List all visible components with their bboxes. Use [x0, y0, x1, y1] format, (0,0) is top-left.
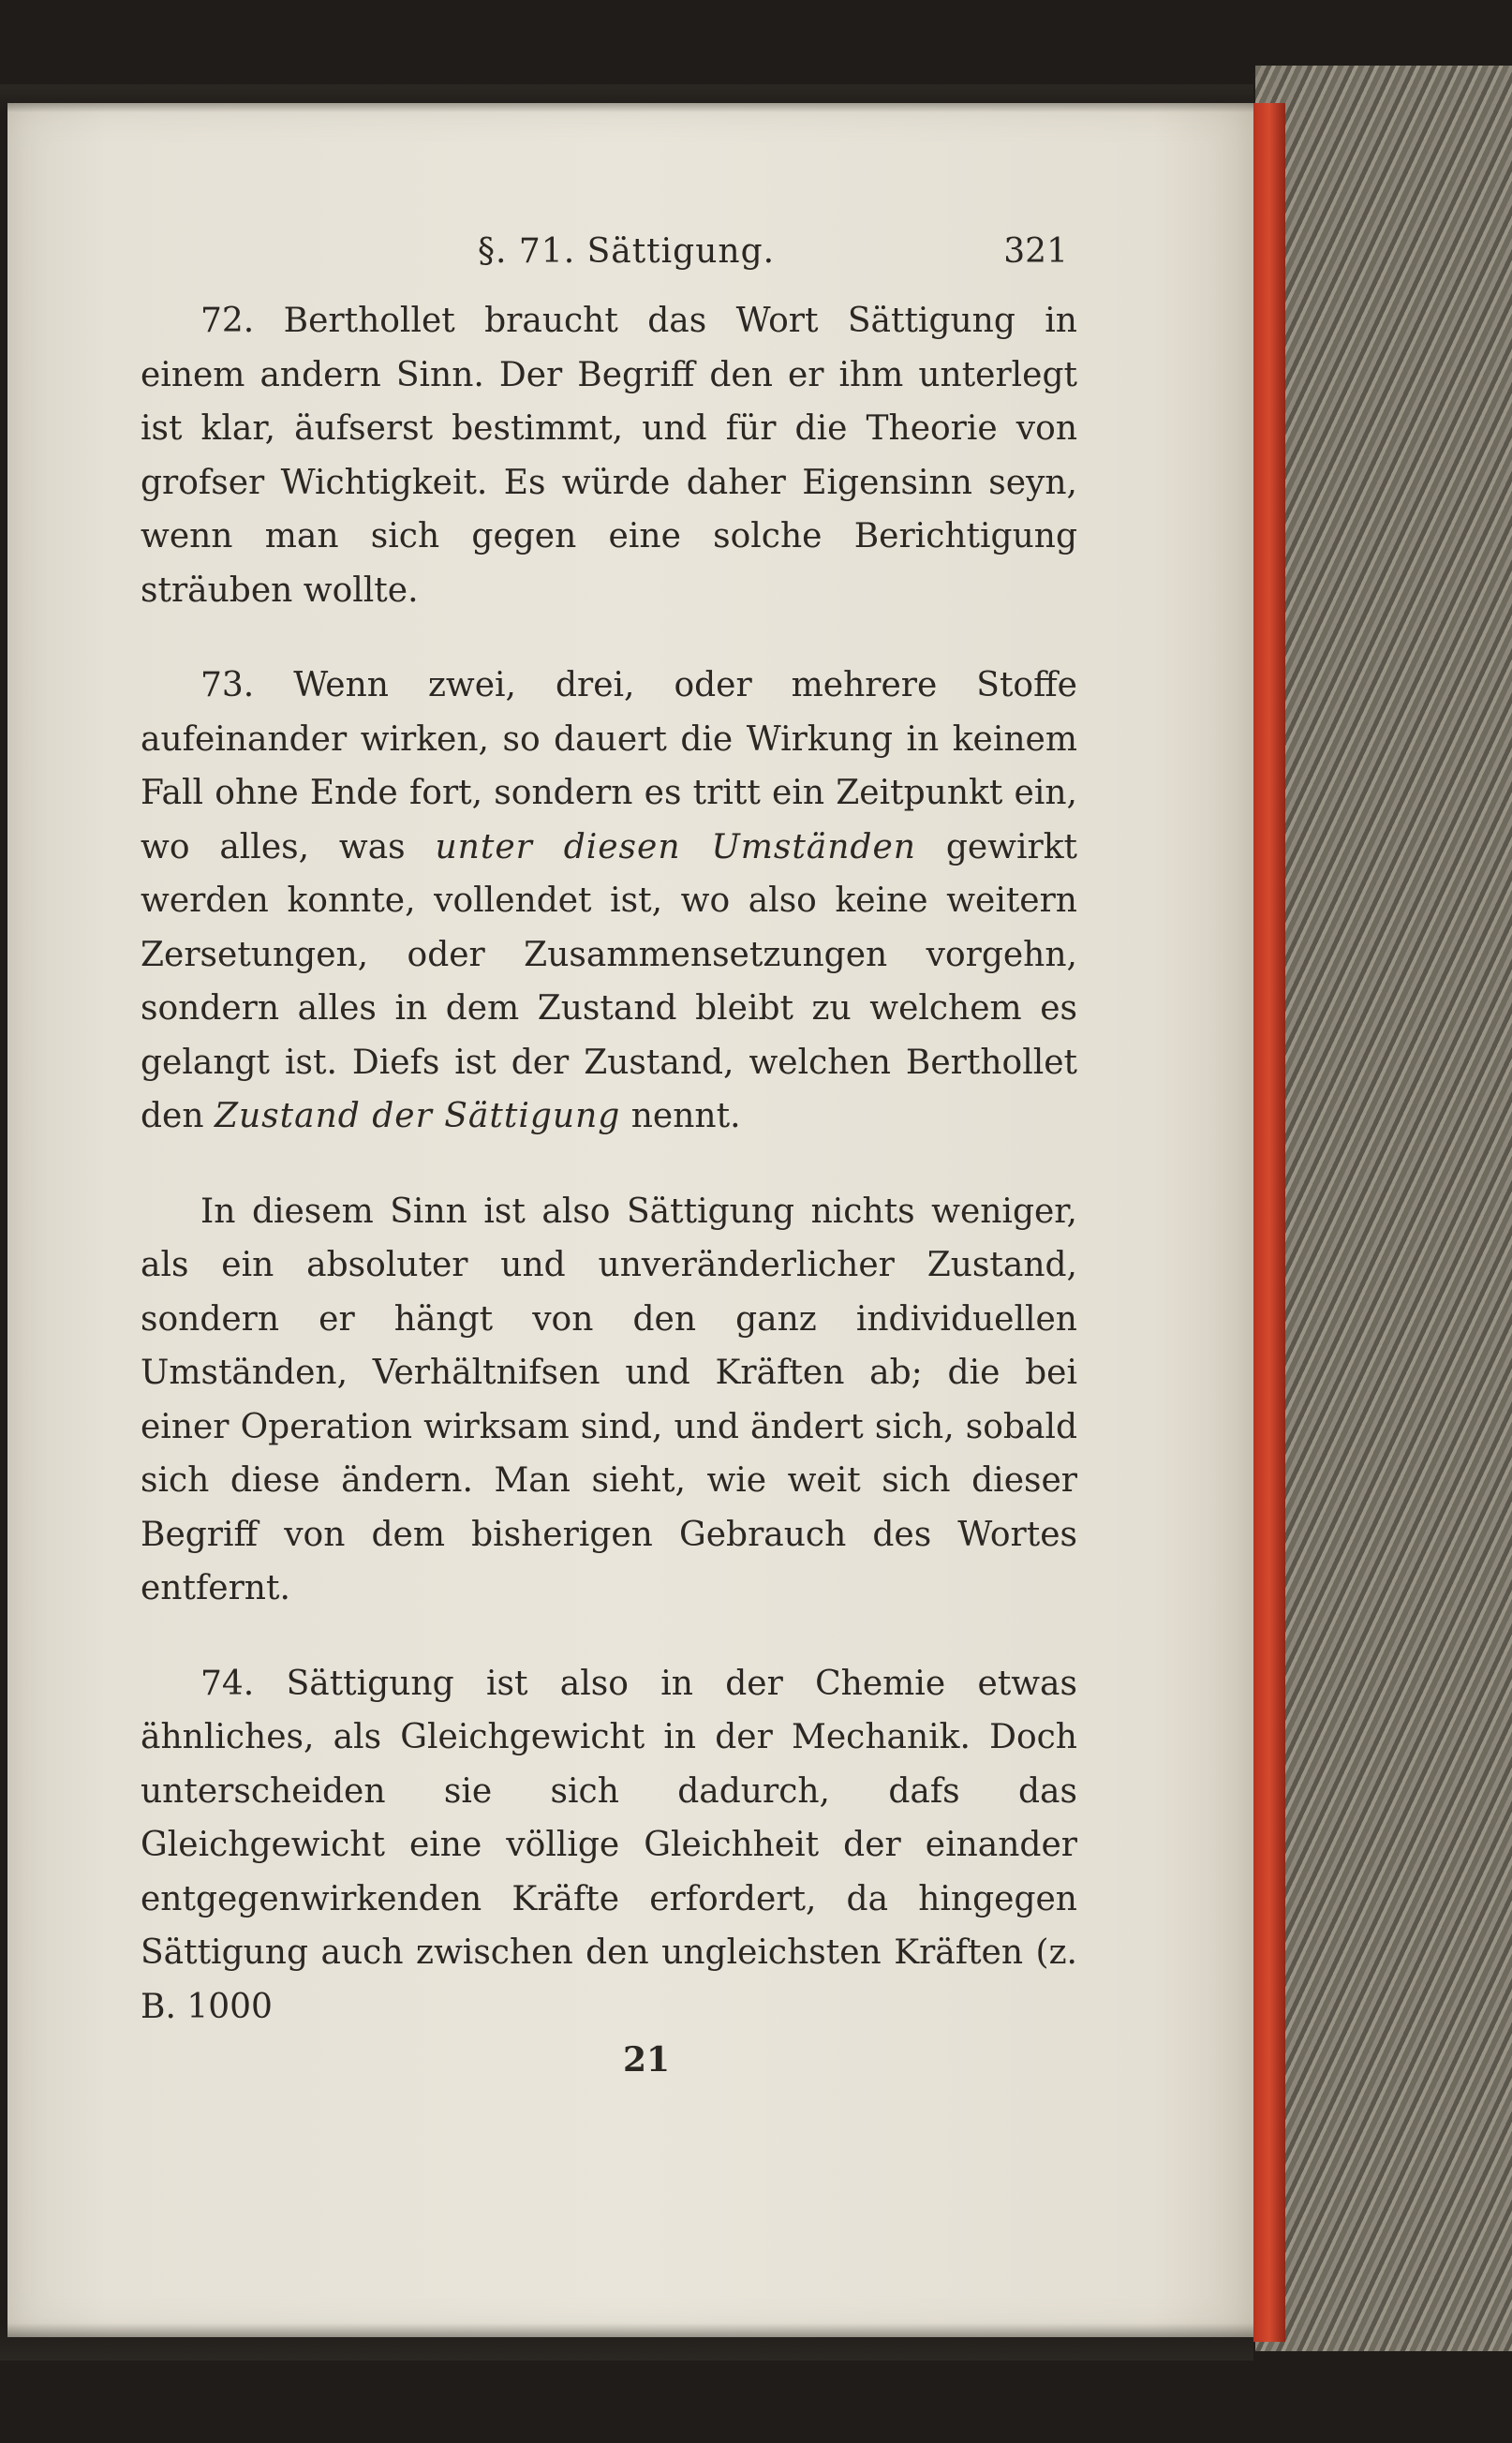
page-text — [141, 225, 1077, 2088]
paragraph-74: 74. Sättigung ist also in der Chemie etwas ähnliches, als Gleichgewicht in der Mechanik. Doch unterscheiden sie sich dadurch, dafs das Gleichgewicht eine völlige Gleichheit der einander entgegenwirkenden Kräfte erfordert, da hingegen Sättigung auch zwischen den ungleichsten Kräften (z. B. 1000 — [141, 1664, 1077, 2026]
running-title: §. 71. Sättigung. — [478, 232, 776, 271]
paragraph-73 — [141, 659, 1077, 1144]
page-number: 321 — [1003, 232, 1068, 271]
paragraph-gap — [141, 1144, 1077, 1185]
page-bottom-shadow — [0, 2323, 1253, 2361]
signature-mark: 21 — [622, 2040, 671, 2080]
running-header — [141, 225, 1077, 281]
paragraph-73-part-2: gewirkt werden konnte, vollendet ist, wo also keine weitern Zersetungen, oder Zusammensetzungen vorgehn, sondern alles in dem Zustand bleibt zu welchem es gelangt ist. Diefs ist der Zustand, welchen Berthollet den — [141, 827, 1077, 1135]
emphasis-unter-diesen-umstaenden: unter diesen Umständen — [435, 827, 916, 866]
book-cover-edge — [1255, 66, 1512, 2351]
page-top-shadow — [0, 84, 1253, 112]
paragraph-73-continued: In diesem Sinn ist also Sättigung nichts weniger, als ein absoluter und unveränderlicher Zustand, sondern er hängt von den ganz individuellen Umständen, Verhältnifsen und Kräften ab; die bei einer Operation wirksam sind, und ändert sich, sobald sich diese ändern. Man sieht, wie weit sich dieser Begriff von dem bisherigen Gebrauch des Wortes entfernt. — [141, 1192, 1077, 1607]
emphasis-zustand-der-saettigung: Zustand der Sättigung — [214, 1097, 621, 1135]
paragraph-gap — [141, 617, 1077, 659]
paragraph-gap — [141, 1616, 1077, 1657]
paragraph-73-part-1: 73. Wenn zwei, drei, oder mehrere Stoffe aufeinander wirken, so dauert die Wirkung in keinem Fall ohne Ende fort, sondern es tritt ein Zeitpunkt ein, wo alles, was — [141, 666, 1077, 866]
page-edge-red — [1253, 103, 1285, 2342]
paragraph-73-part-3: nennt. — [620, 1097, 741, 1135]
paragraph-72: 72. Berthollet braucht das Wort Sättigung in einem andern Sinn. Der Begriff den er ihm unterlegt ist klar, äufserst bestimmt, und für die Theorie von grofser Wichtigkeit. Es würde daher Eigensinn seyn, wenn man sich gegen eine solche Berichtigung sträuben wollte. — [141, 302, 1077, 610]
